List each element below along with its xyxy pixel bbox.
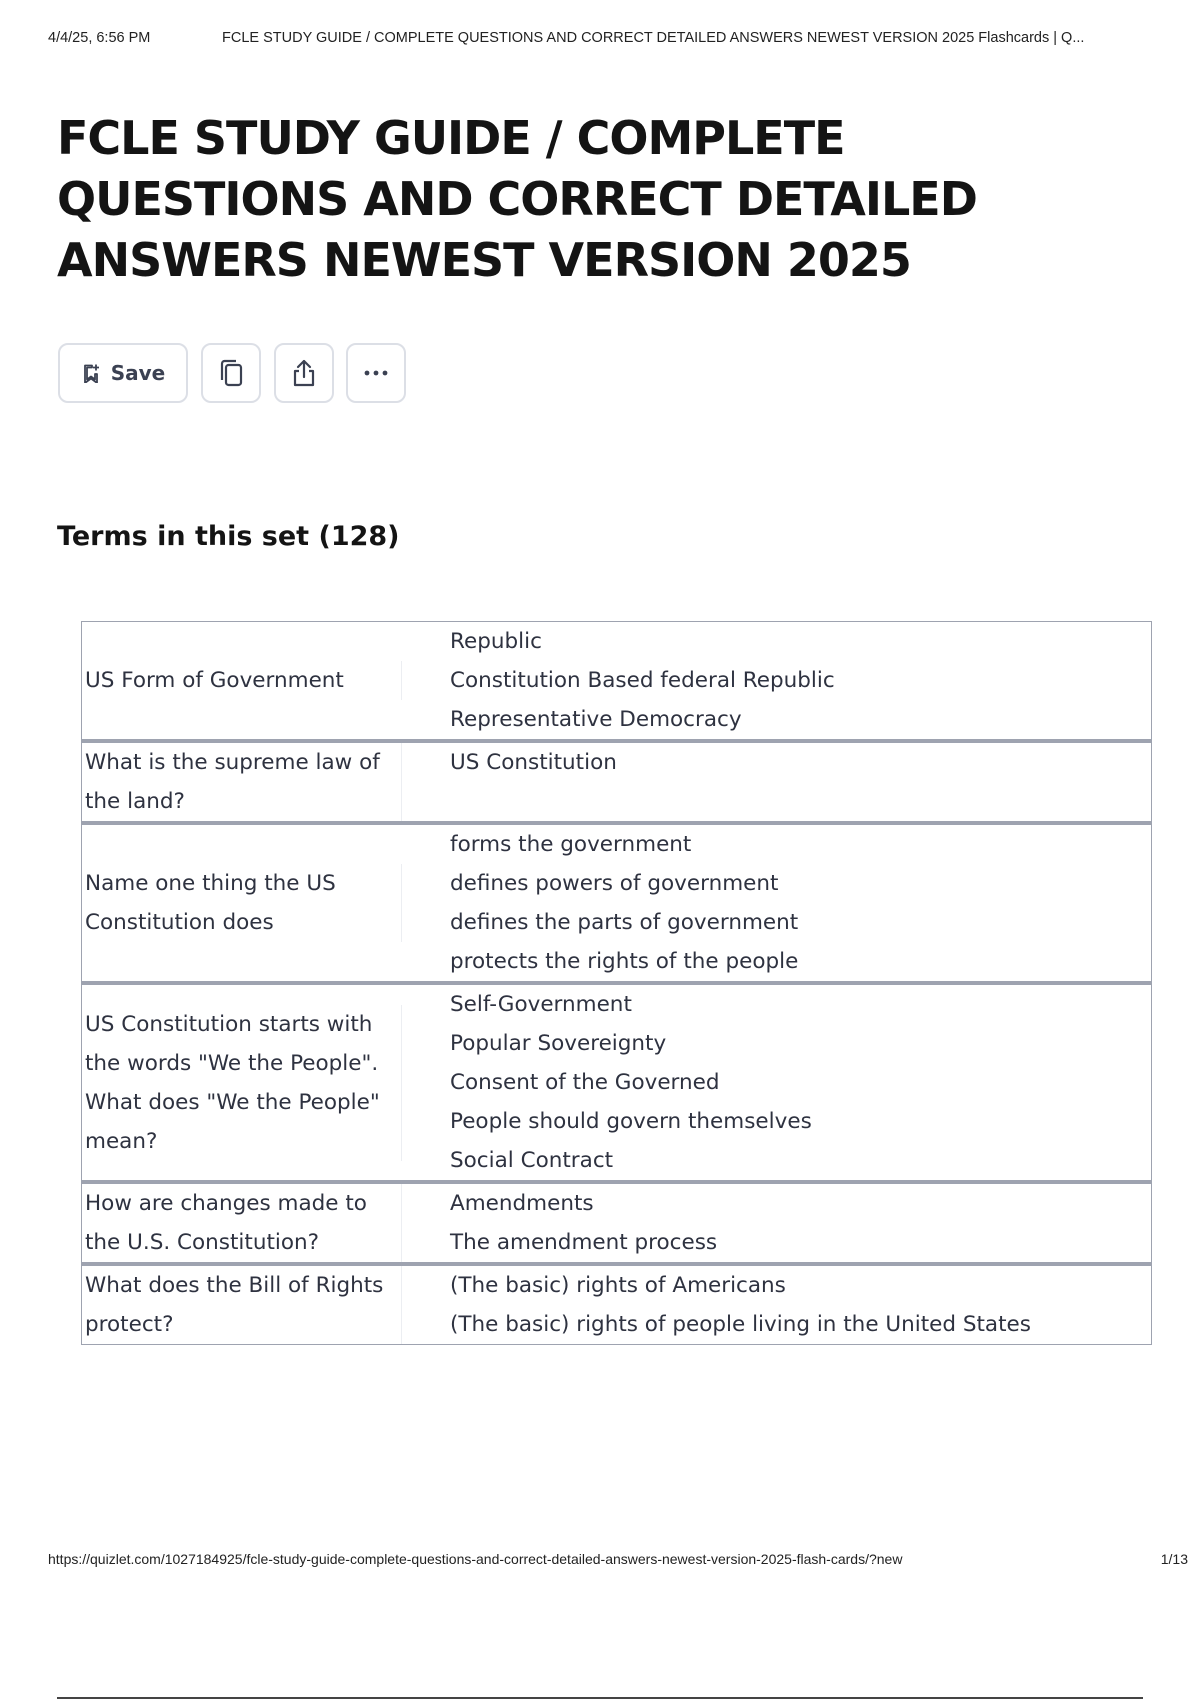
definition-line: Representative Democracy	[450, 707, 742, 732]
share-icon	[290, 358, 318, 388]
more-icon	[362, 369, 390, 377]
share-button[interactable]	[274, 343, 334, 403]
print-datetime: 4/4/25, 6:56 PM	[48, 30, 151, 46]
page-title: FCLE STUDY GUIDE / COMPLETE QUESTIONS AND CORRECT DETAILED ANSWERS NEWEST VERSION 2025	[57, 111, 977, 287]
definition-line: US Constitution	[450, 750, 617, 775]
definition-line: Constitution Based federal Republic	[450, 668, 835, 693]
more-button[interactable]	[346, 343, 406, 403]
definition-line: Republic	[450, 629, 542, 654]
divider	[57, 1697, 1143, 1699]
print-doc-title: FCLE STUDY GUIDE / COMPLETE QUESTIONS AND CORRECT DETAILED ANSWERS NEWEST VERSION 2025 Flashcards | Q...	[222, 30, 1085, 46]
definition-line: protects the rights of the people	[450, 949, 799, 974]
terms-list	[81, 621, 1152, 1345]
print-footer	[48, 1551, 1188, 1571]
definition-line: (The basic) rights of people living in the United States	[450, 1312, 1031, 1337]
definition	[402, 1266, 1151, 1344]
definition-line: forms the government	[450, 832, 692, 857]
term-text: What is the supreme law of the land?	[82, 743, 402, 821]
definition	[402, 985, 1151, 1180]
term-row	[81, 1181, 1152, 1263]
definition	[402, 825, 1151, 981]
term-row	[81, 1263, 1152, 1345]
print-url: https://quizlet.com/1027184925/fcle-study-guide-complete-questions-and-correct-detailed-answers-newest-version-2025-flash-cards/?new	[48, 1551, 903, 1567]
definition-line: Self-Government	[450, 992, 632, 1017]
term-row	[81, 982, 1152, 1181]
term-row	[81, 822, 1152, 982]
print-header	[48, 30, 1188, 50]
term-text: US Form of Government	[82, 661, 402, 700]
bookmark-plus-icon	[81, 363, 101, 383]
term-row	[81, 621, 1152, 740]
definition-line: The amendment process	[450, 1230, 718, 1255]
definition	[402, 743, 1151, 782]
save-label: Save	[110, 361, 166, 385]
save-button[interactable]	[58, 343, 188, 403]
definition-line: (The basic) rights of Americans	[450, 1273, 786, 1298]
term-text: Name one thing the US Constitution does	[82, 864, 402, 942]
term-row	[81, 740, 1152, 822]
copy-button[interactable]	[201, 343, 261, 403]
term-text: How are changes made to the U.S. Constitution?	[82, 1184, 402, 1262]
terms-heading: Terms in this set (128)	[57, 521, 400, 552]
copy-icon	[217, 358, 245, 388]
definition-line: People should govern themselves	[450, 1109, 812, 1134]
definition-line: defines powers of government	[450, 871, 779, 896]
page-indicator: 1/13	[1160, 1551, 1188, 1567]
definition-line: Amendments	[450, 1191, 594, 1216]
term-text: US Constitution starts with the words "We the People". What does "We the People" mean?	[82, 1005, 402, 1161]
definition-line: Popular Sovereignty	[450, 1031, 667, 1056]
definition	[402, 1184, 1151, 1262]
definition-line: Consent of the Governed	[450, 1070, 720, 1095]
term-text: What does the Bill of Rights protect?	[82, 1266, 402, 1344]
definition-line: Social Contract	[450, 1148, 614, 1173]
definition	[402, 622, 1151, 739]
definition-line: defines the parts of government	[450, 910, 799, 935]
